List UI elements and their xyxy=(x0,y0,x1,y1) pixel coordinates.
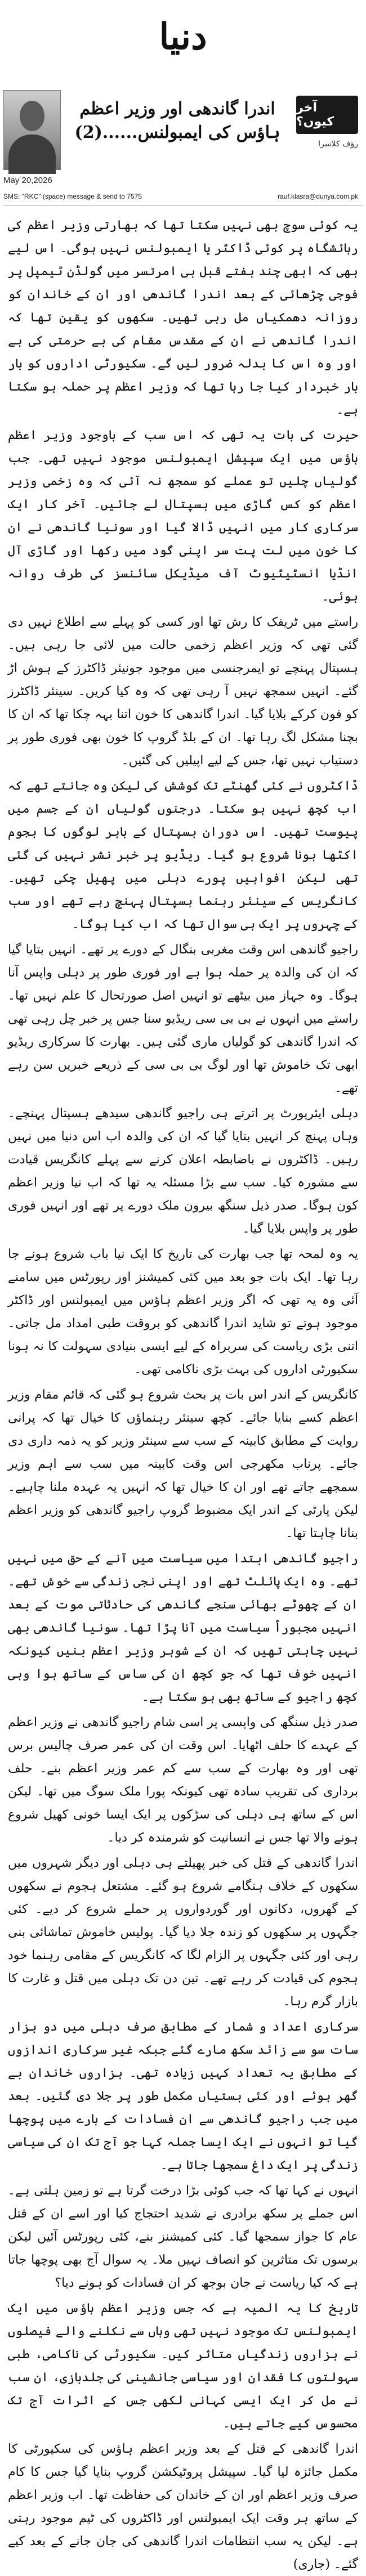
publish-date: May 20,2026 xyxy=(3,176,52,185)
article-paragraph: انہوں نے کہا تھا کہ جب کوئی بڑا درخت گرتا ہے تو زمین ہلتی ہے۔ اس جملے پر سکھ برادری نے شدید احتجاج کیا اور اسے ان کے قتل عام کا جواز سمجھا گیا۔ کئی کمیشنز بنے، کئی رپورٹس آئیں لیکن برسوں تک متاثرین کو انصاف نہیں ملا۔ یہ سوال آج بھی پوچھا جاتا ہے کہ کیا ریاست نے جان بوجھ کر ان فسادات کو ہونے دیا؟ xyxy=(8,2184,358,2290)
article-paragraph: یہ کوئی سوچ بھی نہیں سکتا تھا کہ بھارتی وزیر اعظم کی رہائشگاہ پر کوئی ڈاکٹر یا ایمبولنس نہیں ہوگی۔ اس لیے بھی کہ ابھی چند ہفتے قبل ہی امرتسر میں گولڈن ٹیمپل پر فوجی چڑھائی کے بعد اندرا گاندھی اور ان کے خاندان کو روزانہ دھمکیاں مل رہی تھیں۔ سکھوں کو یقین تھا کہ اندرا گاندھی نے ان کے مقدس مقام کی بے حرمتی کی ہے اور وہ اس کا بدلہ ضرور لیں گے۔ سکیورٹی اداروں کو بار بار خبردار کیا جا رہا تھا کہ وزیر اعظم پر حملہ ہو سکتا ہے۔ xyxy=(8,218,358,417)
newspaper-logo xyxy=(141,6,225,68)
article-paragraph: یہ وہ لمحہ تھا جب بھارت کی تاریخ کا ایک نیا باب شروع ہونے جا رہا تھا۔ ایک بات جو بعد میں کئی کمیشنز اور رپورٹس میں سامنے آئی وہ یہ تھی کہ اگر وزیر اعظم ہاؤس میں ایمبولنس اور ڈاکٹر موجود ہوتے تو شاید اندرا گاندھی کو بروقت طبی امداد مل جاتی۔ اتنی بڑی ریاست کی سربراہ کے لیے ایسی بنیادی سہولت کا نہ ہونا سکیورٹی اداروں کی بہت بڑی ناکامی تھی۔ xyxy=(8,1247,358,1377)
author-photo-head xyxy=(20,101,44,131)
article-paragraph: سرکاری اعداد و شمار کے مطابق صرف دہلی میں دو ہزار سات سو سے زائد سکھ مارے گئے جبکہ غیر سرکاری اندازوں کے مطابق یہ تعداد کہیں زیادہ تھی۔ ہزاروں خاندان بے گھر ہوئے اور کئی بستیاں مکمل طور پر جلا دی گئیں۔ بعد میں جب راجیو گاندھی سے ان فسادات کے بارے میں پوچھا گیا تو انہوں نے ایک ایسا جملہ کہا جو آج تک ان کی سیاسی زندگی پر ایک داغ سمجھا جاتا ہے۔ xyxy=(8,2020,358,2172)
sms-instructions: SMS: "RKC" (space) message & send to 7575 xyxy=(3,192,142,200)
article-body xyxy=(8,214,358,2571)
article-paragraph: راجیو گاندھی اس وقت مغربی بنگال کے دورے پر تھے۔ انہیں بتایا گیا کہ ان کی والدہ پر حملہ ہوا ہے اور فوری طور پر دہلی واپس آنا ہوگا۔ وہ جہاز میں بیٹھے تو انہیں اصل صورتحال کا علم نہیں تھا۔ راستے میں انہوں نے بی بی سی ریڈیو سنا جس پر خبر چل رہی تھی کہ اندرا گاندھی کو گولیاں ماری گئی ہیں۔ بھارت کا سرکاری ریڈیو ابھی تک خاموش تھا اور لوگ بی بی سی کے ذریعے خبریں سن رہے تھے۔ xyxy=(8,943,358,1095)
newspaper-logo-text: دنیا xyxy=(159,15,207,58)
article-paragraph: تاریخ کا یہ المیہ ہے کہ جس وزیر اعظم ہاؤس میں ایک ایمبولنس تک موجود نہیں تھی وہاں سے نکلنے والے فیصلوں نے ہزاروں زندگیاں متاثر کیں۔ سکیورٹی کی ناکامی، طبی سہولتوں کا فقدان اور سیاسی جانشینی کی جلدبازی، ان سب نے مل کر ایک ایسی کہانی لکھی جس کے اثرات آج تک محسوس کیے جاتے ہیں۔ xyxy=(8,2301,358,2431)
article-paragraph: راجیو گاندھی ابتدا میں سیاست میں آنے کے حق میں نہیں تھے۔ وہ ایک پائلٹ تھے اور اپنی نجی زندگی سے خوش تھے۔ ان کے چھوٹے بھائی سنجے گاندھی کی حادثاتی موت کے بعد انہیں مجبوراً سیاست میں آنا پڑا تھا۔ سونیا گاندھی بھی نہیں چاہتی تھیں کہ ان کے شوہر وزیر اعظم بنیں کیونکہ انہیں خوف تھا کہ جو کچھ ان کی ساس کے ساتھ ہوا وہی کچھ راجیو کے ساتھ بھی ہو سکتا ہے۔ xyxy=(8,1552,358,1704)
author-photo xyxy=(3,90,61,170)
header-divider xyxy=(3,205,363,206)
article-paragraph: کانگریس کے اندر اس بات پر بحث شروع ہو گئی کہ قائم مقام وزیر اعظم کسے بنایا جائے۔ کچھ سینئر رہنماؤں کا خیال تھا کہ پرانی روایت کے مطابق کابینہ کے سب سے سینئر وزیر کو یہ ذمہ داری دی جائے۔ پرناب مکھرجی اس وقت کابینہ میں سب سے اہم وزیر سمجھے جاتے تھے اور ان کا خیال تھا کہ انہیں یہ عہدہ ملنا چاہیے۔ لیکن پارٹی کے اندر ایک مضبوط گروپ راجیو گاندھی کو وزیر اعظم بنانا چاہتا تھا۔ xyxy=(8,1388,358,1540)
article-paragraph: ڈاکٹروں نے کئی گھنٹے تک کوشش کی لیکن وہ جانتے تھے کہ اب کچھ نہیں ہو سکتا۔ درجنوں گولیاں ان کے جسم میں پیوست تھیں۔ اس دوران ہسپتال کے باہر لوگوں کا ہجوم اکٹھا ہونا شروع ہو گیا۔ ریڈیو پر خبر نشر نہیں کی گئی تھی لیکن افواہیں پورے دہلی میں پھیل چکی تھیں۔ کانگریس کے سینئر رہنما ہسپتال پہنچ رہے تھے اور سب کے چہروں پر ایک ہی سوال تھا کہ اب کیا ہوگا۔ xyxy=(8,779,358,931)
column-badge: آخر کیوں؟ xyxy=(296,96,358,134)
column-headline: اندرا گاندھی اور وزیر اعظم ہاؤس کی ایمبولنس......(2) xyxy=(74,99,280,142)
article-paragraph: راستے میں ٹریفک کا رش تھا اور کسی کو پہلے سے اطلاع نہیں دی گئی تھی کہ وزیر اعظم زخمی حالت میں لائی جا رہی ہیں۔ ہسپتال پہنچے تو ایمرجنسی میں موجود جونیئر ڈاکٹرز کے ہوش اڑ گئے۔ انہیں سمجھ نہیں آ رہی تھی کہ وہ کیا کریں۔ سینئر ڈاکٹرز کو فون کرکے بلایا گیا۔ اندرا گاندھی کا خون اتنا بہہ چکا تھا کہ ان کا بچنا مشکل لگ رہا تھا۔ ان کے بلڈ گروپ کا خون بھی فوری طور پر دستیاب نہیں تھا، جس کے لیے اپیلیں کی گئیں۔ xyxy=(8,615,358,768)
article-paragraph: حیرت کی بات یہ تھی کہ اس سب کے باوجود وزیر اعظم ہاؤس میں ایک سپیشل ایمبولنس موجود نہیں تھی۔ جب گولیاں چلیں تو عملے کو سمجھ نہ آئی کہ وہ زخمی وزیر اعظم کو کس گاڑی میں ہسپتال لے جائیں۔ آخر کار ایک سرکاری کار میں انہیں ڈالا گیا اور سونیا گاندھی نے ان کا خون میں لت پت سر اپنی گود میں رکھا اور گاڑی آل انڈیا انسٹیٹیوٹ آف میڈیکل سائنسز کی طرف روانہ ہوئی۔ xyxy=(8,428,358,604)
author-name: رؤف کلاسرا xyxy=(318,140,358,149)
article-paragraph: صدر ذیل سنگھ کی واپسی پر اسی شام راجیو گاندھی نے وزیر اعظم کے عہدے کا حلف اٹھایا۔ اس وقت ان کی عمر صرف چالیس برس تھی اور وہ بھارت کے سب سے کم عمر وزیر اعظم بنے۔ حلف برداری کی تقریب سادہ تھی کیونکہ پورا ملک سوگ میں تھا۔ لیکن اس کے ساتھ ہی دہلی کی سڑکوں پر ایک ایسا خونی کھیل شروع ہونے والا تھا جس نے انسانیت کو شرمندہ کر دیا۔ xyxy=(8,1715,358,1845)
author-email: rauf.klasra@dunya.com.pk xyxy=(278,192,358,200)
article-paragraph: دہلی ایئرپورٹ پر اترتے ہی راجیو گاندھی سیدھے ہسپتال پہنچے۔ وہاں پہنچ کر انہیں بتایا گیا کہ ان کی والدہ اب اس دنیا میں نہیں رہیں۔ ڈاکٹروں نے باضابطہ اعلان کرنے سے پہلے کانگریس قیادت سے مشورہ کیا۔ سب سے بڑا مسئلہ یہ تھا کہ اب نیا وزیر اعظم کون ہوگا۔ صدر ذیل سنگھ بیرون ملک دورے پر تھے اور انہیں فوری طور پر واپس بلایا گیا۔ xyxy=(8,1106,358,1236)
article-paragraph: اندرا گاندھی کے قتل کے بعد وزیر اعظم ہاؤس کی سکیورٹی کا مکمل جائزہ لیا گیا۔ سپیشل پروٹیکشن گروپ بنایا گیا جس کا کام صرف وزیر اعظم اور ان کے خاندان کی حفاظت تھا۔ اب وزیر اعظم کے ساتھ ہر وقت ایک ایمبولنس اور ڈاکٹروں کی ٹیم موجود رہتی ہے۔ لیکن یہ سب انتظامات اندرا گاندھی کی جان جانے کے بعد کیے گئے۔ (جاری) xyxy=(8,2442,358,2571)
author-photo-shoulders xyxy=(8,135,56,174)
article-paragraph: اندرا گاندھی کے قتل کی خبر پھیلتے ہی دہلی اور دیگر شہروں میں سکھوں کے خلاف ہنگامے شروع ہو گئے۔ مشتعل ہجوم نے سکھوں کے گھروں، دکانوں اور گوردواروں پر حملے شروع کر دیے۔ کئی جگہوں پر سکھوں کو زندہ جلا دیا گیا۔ پولیس خاموش تماشائی بنی رہی اور کئی جگہوں پر الزام لگا کہ کانگریس کے مقامی رہنما خود ہجوم کی قیادت کر رہے تھے۔ تین دن تک دہلی میں قتل و غارت کا بازار گرم رہا۔ xyxy=(8,1856,358,2009)
